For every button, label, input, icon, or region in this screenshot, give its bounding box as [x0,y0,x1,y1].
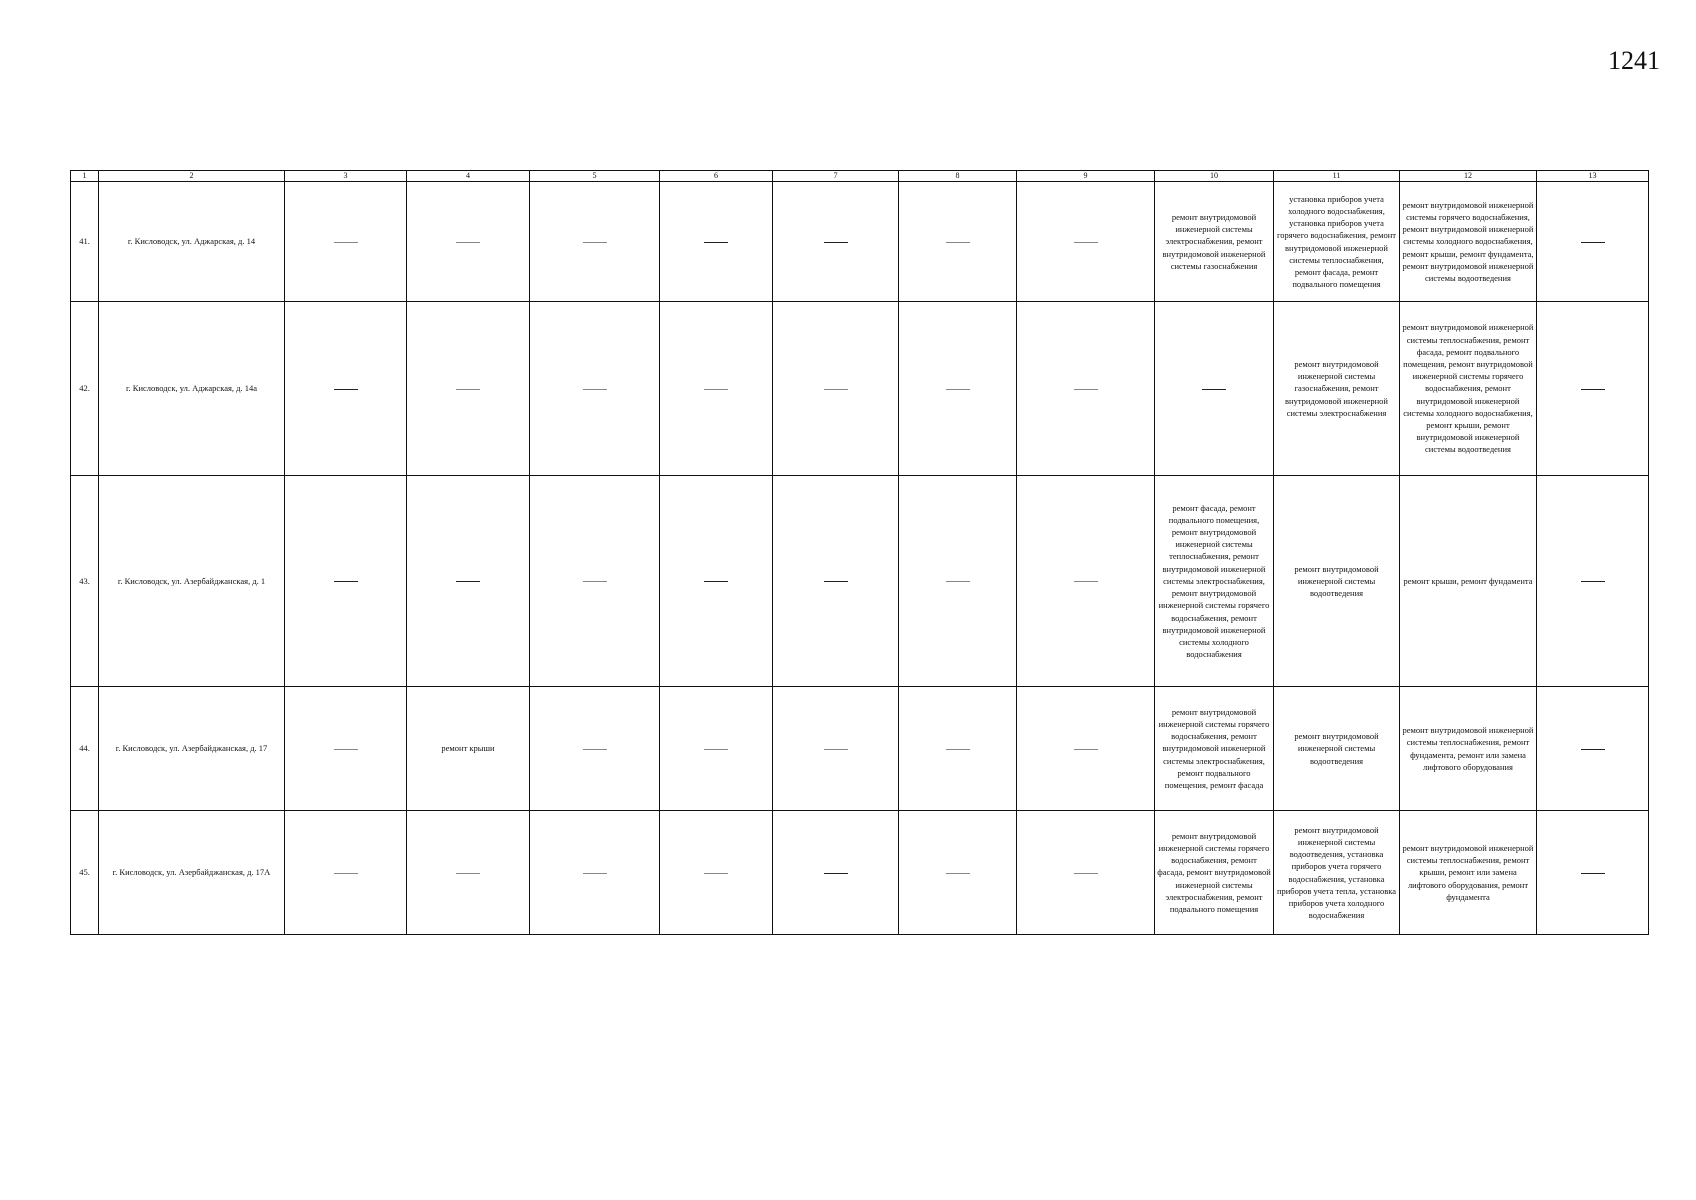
empty-value-dash [773,476,899,687]
page-number: 1241 [1608,46,1660,75]
works-cell: ремонт фасада, ремонт подвального помещения, ремонт внутридомовой инженерной системы теплоснабжения, ремонт внутридомовой инженерной системы электроснабжения, ремонт внутридомовой инженерной системы горячего водоснабжения, ремонт внутридомовой инженерной системы холодного водоснабжения [1155,476,1274,687]
empty-value-dash [1537,687,1649,811]
empty-value-dash [660,182,773,302]
column-number: 8 [899,171,1017,182]
empty-value-dash [407,182,530,302]
row-number: 41. [71,182,99,302]
row-number: 42. [71,302,99,476]
works-cell: установка приборов учета холодного водоснабжения, установка приборов учета горячего водоснабжения, ремонт внутридомовой инженерной системы теплоснабжения, ремонт фасада, ремонт подвального помещения [1274,182,1400,302]
row-number: 44. [71,687,99,811]
empty-value-dash [285,182,407,302]
column-number: 3 [285,171,407,182]
works-cell: ремонт крыши [407,687,530,811]
works-cell: ремонт внутридомовой инженерной системы теплоснабжения, ремонт крыши, ремонт или замена лифтового оборудования, ремонт фундамента [1400,811,1537,935]
empty-value-dash [899,182,1017,302]
empty-value-dash [899,811,1017,935]
empty-value-dash [773,687,899,811]
table-header [71,171,1649,182]
works-cell: ремонт внутридомовой инженерной системы горячего водоснабжения, ремонт внутридомовой инженерной системы электроснабжения, ремонт подвального помещения, ремонт фасада [1155,687,1274,811]
works-cell: ремонт внутридомовой инженерной системы водоотведения [1274,687,1400,811]
empty-value-dash [660,687,773,811]
empty-value-dash [530,302,660,476]
empty-value-dash [660,811,773,935]
column-number: 1 [71,171,99,182]
table-row [71,811,1649,935]
address-cell: г. Кисловодск, ул. Аджарская, д. 14а [99,302,285,476]
row-number: 45. [71,811,99,935]
works-table [70,170,1649,935]
empty-value-dash [899,476,1017,687]
table-row [71,182,1649,302]
empty-value-dash [1017,687,1155,811]
empty-value-dash [530,182,660,302]
table-row [71,476,1649,687]
works-cell: ремонт внутридомовой инженерной системы горячего водоснабжения, ремонт фасада, ремонт внутридомовой инженерной системы электроснабжения, ремонт подвального помещения [1155,811,1274,935]
column-number: 12 [1400,171,1537,182]
empty-value-dash [1537,476,1649,687]
empty-value-dash [1017,302,1155,476]
empty-value-dash [285,687,407,811]
column-number: 10 [1155,171,1274,182]
empty-value-dash [285,811,407,935]
empty-value-dash [660,302,773,476]
column-number: 11 [1274,171,1400,182]
empty-value-dash [899,302,1017,476]
row-number: 43. [71,476,99,687]
works-cell: ремонт крыши, ремонт фундамента [1400,476,1537,687]
empty-value-dash [407,811,530,935]
empty-value-dash [1537,811,1649,935]
empty-value-dash [899,687,1017,811]
empty-value-dash [530,476,660,687]
address-cell: г. Кисловодск, ул. Азербайджанская, д. 17А [99,811,285,935]
table-body [71,182,1649,935]
column-number: 7 [773,171,899,182]
empty-value-dash [773,811,899,935]
column-number-row [71,171,1649,182]
empty-value-dash [285,476,407,687]
empty-value-dash [407,302,530,476]
works-cell: ремонт внутридомовой инженерной системы электроснабжения, ремонт внутридомовой инженерной системы газоснабжения [1155,182,1274,302]
works-cell: ремонт внутридомовой инженерной системы водоотведения [1274,476,1400,687]
empty-value-dash [1017,182,1155,302]
empty-value-dash [1537,182,1649,302]
works-cell: ремонт внутридомовой инженерной системы газоснабжения, ремонт внутридомовой инженерной системы электроснабжения [1274,302,1400,476]
column-number: 13 [1537,171,1649,182]
empty-value-dash [1017,811,1155,935]
empty-value-dash [773,302,899,476]
works-cell: ремонт внутридомовой инженерной системы водоотведения, установка приборов учета горячего водоснабжения, установка приборов учета тепла, установка приборов учета холодного водоснабжения [1274,811,1400,935]
address-cell: г. Кисловодск, ул. Азербайджанская, д. 1 [99,476,285,687]
address-cell: г. Кисловодск, ул. Азербайджанская, д. 17 [99,687,285,811]
works-cell: ремонт внутридомовой инженерной системы горячего водоснабжения, ремонт внутридомовой инженерной системы холодного водоснабжения, ремонт крыши, ремонт фундамента, ремонт внутридомовой инженерной системы водоотведения [1400,182,1537,302]
empty-value-dash [1537,302,1649,476]
works-cell: ремонт внутридомовой инженерной системы теплоснабжения, ремонт фасада, ремонт подвального помещения, ремонт внутридомовой инженерной системы горячего водоснабжения, ремонт внутридомовой инженерной системы холодного водоснабжения, ремонт крыши, ремонт внутридомовой инженерной системы водоотведения [1400,302,1537,476]
column-number: 4 [407,171,530,182]
empty-value-dash [660,476,773,687]
empty-value-dash [530,811,660,935]
works-cell: ремонт внутридомовой инженерной системы теплоснабжения, ремонт фундамента, ремонт или замена лифтового оборудования [1400,687,1537,811]
table-row [71,302,1649,476]
column-number: 5 [530,171,660,182]
column-number: 9 [1017,171,1155,182]
table-row [71,687,1649,811]
empty-value-dash [530,687,660,811]
empty-value-dash [407,476,530,687]
empty-value-dash [1155,302,1274,476]
address-cell: г. Кисловодск, ул. Аджарская, д. 14 [99,182,285,302]
empty-value-dash [1017,476,1155,687]
empty-value-dash [773,182,899,302]
column-number: 2 [99,171,285,182]
column-number: 6 [660,171,773,182]
empty-value-dash [285,302,407,476]
